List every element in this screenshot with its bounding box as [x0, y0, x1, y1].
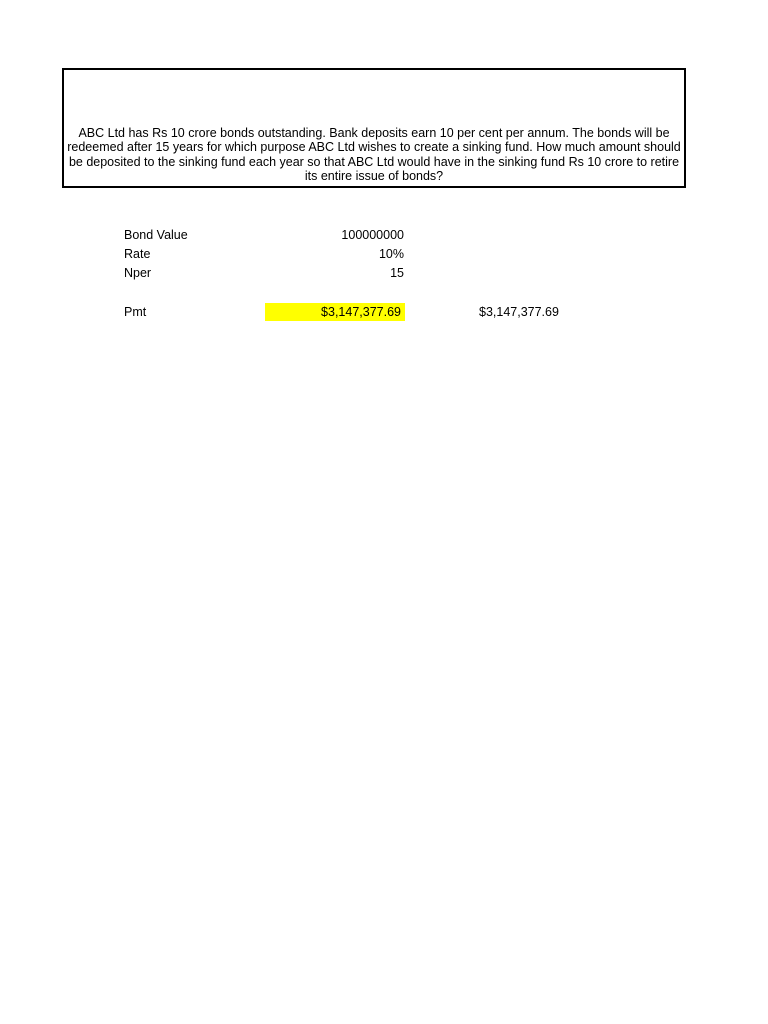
pmt-result-cell[interactable]: $3,147,377.69 — [265, 303, 405, 321]
nper-cell[interactable]: 15 — [390, 266, 404, 280]
pmt-label: Pmt — [124, 305, 147, 319]
problem-statement-box — [62, 68, 686, 188]
bond-value-label: Bond Value — [124, 228, 188, 242]
pmt-check-cell[interactable]: $3,147,377.69 — [479, 305, 559, 319]
bond-value-cell[interactable]: 100000000 — [341, 228, 404, 242]
rate-label: Rate — [124, 247, 151, 261]
rate-cell[interactable]: 10% — [378, 247, 404, 261]
problem-statement-text: ABC Ltd has Rs 10 crore bonds outstanding. Bank deposits earn 10 per cent per annum. The bonds will be redeemed after 15 years for which purpose ABC Ltd wishes to create a sinking fund. How much amount should be deposited to the sinking fund each year so that ABC Ltd would have in the sinking fund Rs 10 crore to retire its entire issue of bonds? — [67, 125, 681, 184]
nper-label: Nper — [124, 266, 152, 280]
